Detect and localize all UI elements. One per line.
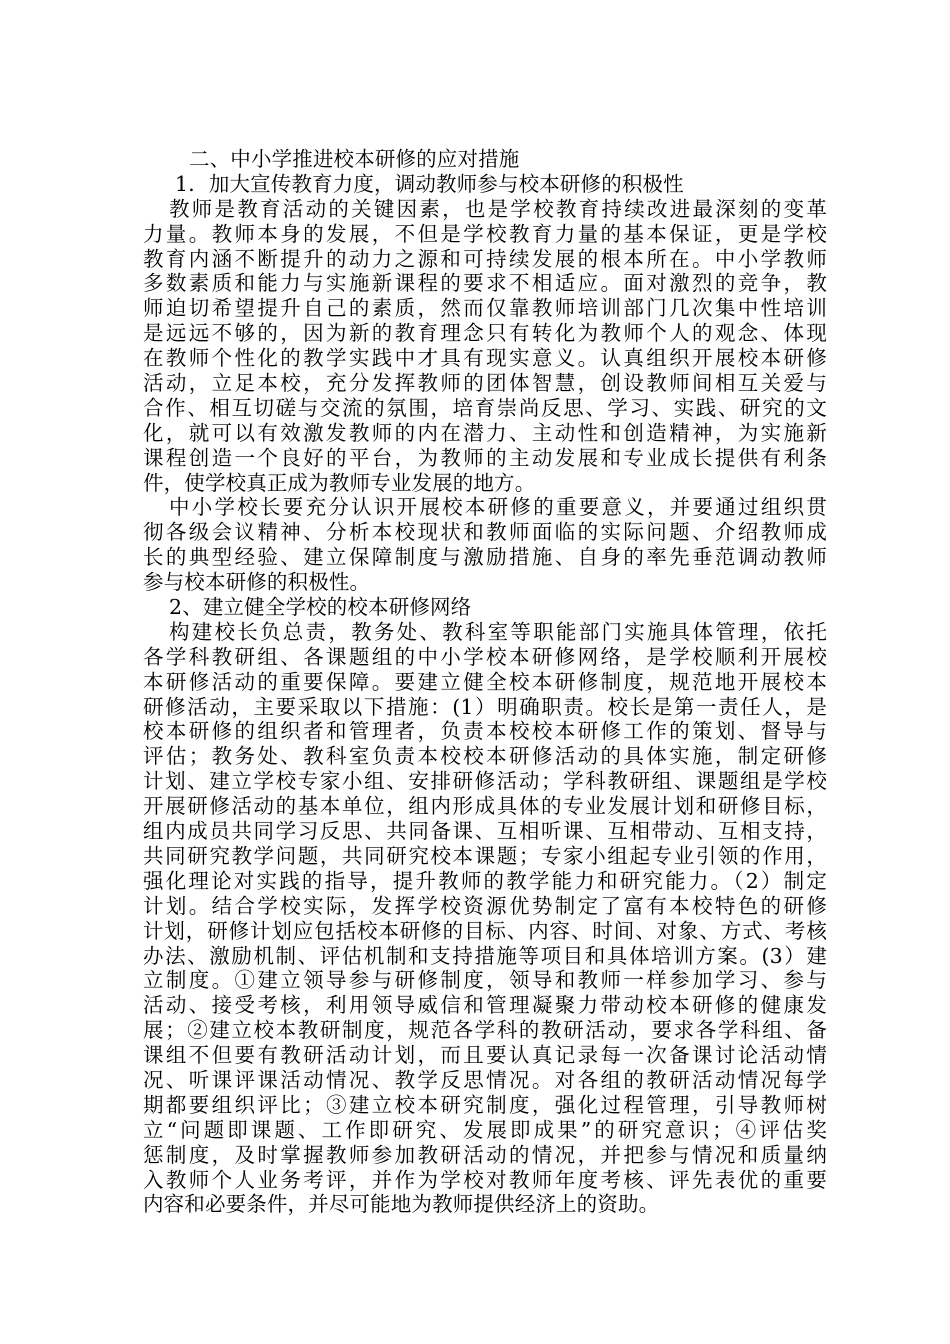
paragraph-line: 活动、接受考核，利用领导威信和管理凝聚力带动校本研修的健康发 (143, 993, 827, 1018)
paragraph-line: 中小学校长要充分认识开展校本研修的重要意义，并要通过组织贯 (169, 495, 827, 520)
paragraph-line: 入教师个人业务考评，并作为学校对教师年度考核、评先表优的重要 (143, 1167, 827, 1192)
paragraph-line: 组内成员共同学习反思、共同备课、互相听课、互相带动、互相支持， (143, 819, 827, 844)
paragraph-line: 构建校长负总责，教务处、教科室等职能部门实施具体管理，依托 (169, 619, 827, 644)
paragraph-line: 评估；教务处、教科室负责本校校本研修活动的具体实施，制定研修 (143, 744, 827, 769)
section-title: 二、中小学推进校本研修的应对措施 (189, 147, 520, 171)
paragraph-line: 研修活动，主要采取以下措施：(1）明确职责。校长是第一责任人，是 (143, 694, 827, 719)
paragraph-line: 况、听课评课活动情况、教学反思情况。对各组的教研活动情况每学 (143, 1067, 827, 1092)
paragraph-line: 展；②建立校本教研制度，规范各学科的教研活动，要求各学科组、备 (143, 1018, 827, 1043)
paragraph-line: 计划、建立学校专家小组、安排研修活动；学科教研组、课题组是学校 (143, 769, 827, 794)
paragraph-line: 活动，立足本校，充分发挥教师的团体智慧，创设教师间相互关爱与 (143, 371, 827, 396)
paragraph-line: 化，就可以有效激发教师的内在潜力、主动性和创造精神，为实施新 (143, 420, 827, 445)
paragraph-3 (143, 620, 827, 1217)
paragraph-line: 共同研究教学问题，共同研究校本课题；专家小组起专业引领的作用， (143, 843, 827, 868)
paragraph-line: 计划。结合学校实际，发挥学校资源优势制定了富有本校特色的研修 (143, 893, 827, 918)
paragraph-line: 各学科教研组、各课题组的中小学校本研修网络，是学校顺利开展校 (143, 644, 827, 669)
paragraph-line: 合作、相互切磋与交流的氛围，培育崇尚反思、学习、实践、研究的文 (143, 395, 827, 420)
subsection-title-2: 2、建立健全学校的校本研修网络 (169, 595, 472, 620)
document-page (143, 147, 827, 1217)
paragraph-line: 办法、激励机制、评估机制和支持措施等项目和具体培训方案。(3）建 (143, 943, 827, 968)
paragraph-line: 开展研修活动的基本单位，组内形成具体的专业发展计划和研修目标， (143, 794, 827, 819)
paragraph-line: 师迫切希望提升自己的素质，然而仅靠教师培训部门几次集中性培训 (143, 296, 827, 321)
paragraph-line: 彻各级会议精神、分析本校现状和教师面临的实际问题、介绍教师成 (143, 520, 827, 545)
paragraph-line: 课程创造一个良好的平台，为教师的主动发展和专业成长提供有利条 (143, 445, 827, 470)
paragraph-line: 在教师个性化的教学实践中才具有现实意义。认真组织开展校本研修 (143, 346, 827, 371)
paragraph-line: 件，使学校真正成为教师专业发展的地方。 (143, 470, 536, 495)
paragraph-line: 立制度。①建立领导参与研修制度，领导和教师一样参加学习、参与 (143, 968, 827, 993)
paragraph-line: 多数素质和能力与实施新课程的要求不相适应。面对激烈的竞争，教 (143, 271, 827, 296)
paragraph-1 (143, 197, 827, 496)
subsection-title-1: 1．加大宣传教育力度，调动教师参与校本研修的积极性 (175, 171, 684, 196)
paragraph-line: 立“问题即课题、工作即研究、发展即成果”的研究意识；④评估奖 (143, 1117, 827, 1142)
paragraph-2 (143, 495, 827, 595)
paragraph-line: 长的典型经验、建立保障制度与激励措施、自身的率先垂范调动教师 (143, 545, 827, 570)
paragraph-line: 惩制度，及时掌握教师参加教研活动的情况，并把参与情况和质量纳 (143, 1142, 827, 1167)
paragraph-line: 参与校本研修的积极性。 (143, 570, 371, 595)
paragraph-line: 课组不但要有教研活动计划，而且要认真记录每一次备课讨论活动情 (143, 1043, 827, 1068)
paragraph-line: 计划，研修计划应包括校本研修的目标、内容、时间、对象、方式、考核 (143, 918, 827, 943)
paragraph-line: 期都要组织评比；③建立校本研究制度，强化过程管理，引导教师树 (143, 1092, 827, 1117)
paragraph-line: 校本研修的组织者和管理者，负责本校校本研修工作的策划、督导与 (143, 719, 827, 744)
paragraph-line: 力量。教师本身的发展，不但是学校教育力量的基本保证，更是学校 (143, 221, 827, 246)
paragraph-line: 教育内涵不断提升的动力之源和可持续发展的根本所在。中小学教师 (143, 246, 827, 271)
paragraph-line: 内容和必要条件，并尽可能地为教师提供经济上的资助。 (143, 1192, 660, 1217)
paragraph-line: 教师是教育活动的关键因素，也是学校教育持续改进最深刻的变革 (169, 196, 827, 221)
paragraph-line: 本研修活动的重要保障。要建立健全校本研修制度，规范地开展校本 (143, 669, 827, 694)
paragraph-line: 是远远不够的，因为新的教育理念只有转化为教师个人的观念、体现 (143, 321, 827, 346)
paragraph-line: 强化理论对实践的指导，提升教师的教学能力和研究能力。（2）制定 (143, 868, 827, 893)
